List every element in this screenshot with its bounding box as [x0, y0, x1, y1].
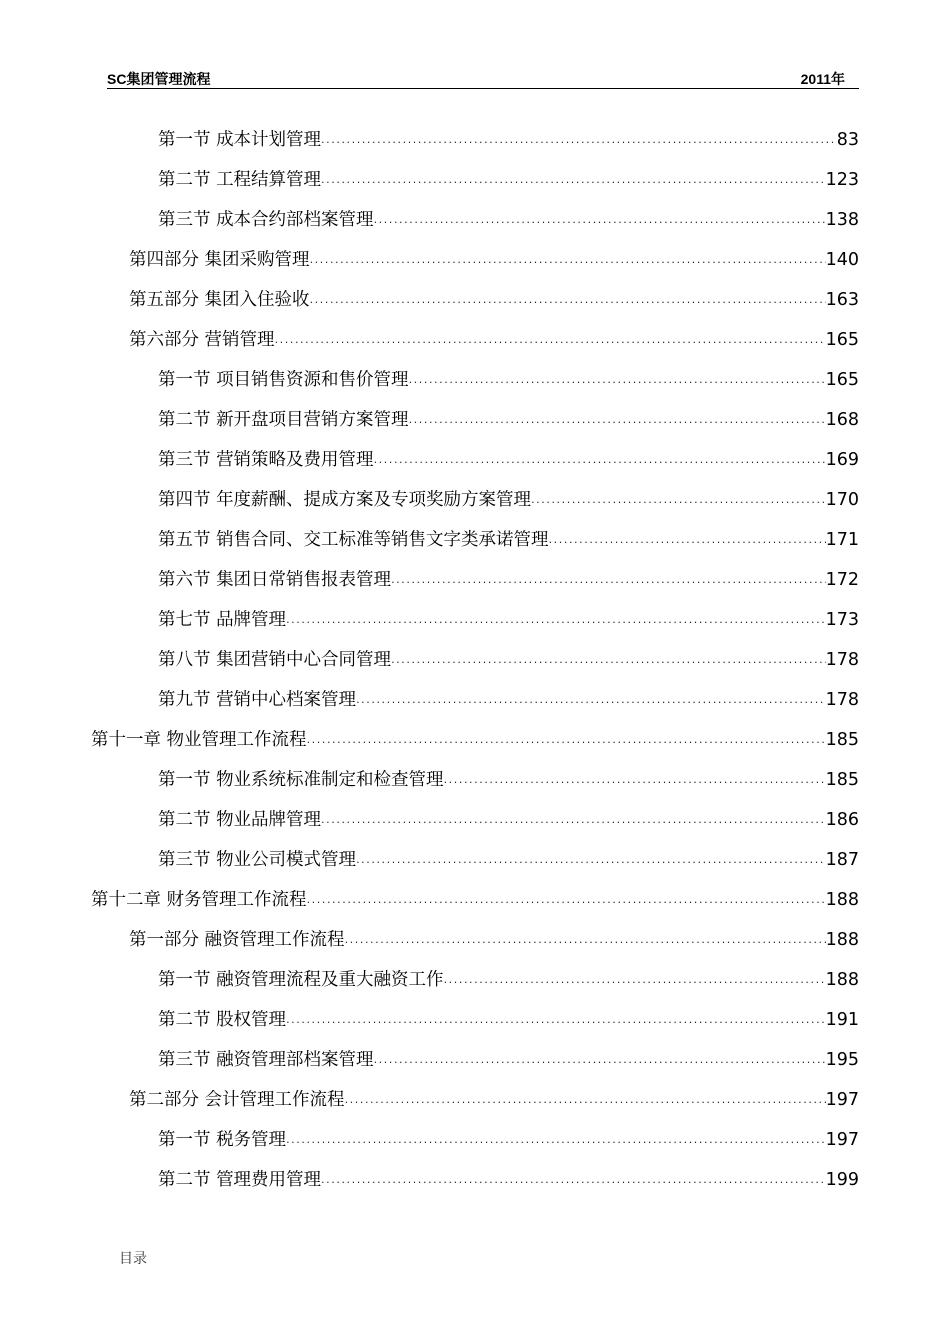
toc-dot-leader — [307, 886, 826, 914]
toc-entry-page-number: 165 — [825, 370, 859, 390]
toc-entry-page-number: 172 — [825, 570, 859, 590]
toc-entry-title: 第五部分 集团入住验收 — [129, 290, 310, 310]
toc-entry-page-number: 195 — [825, 1050, 859, 1070]
toc-dot-leader — [391, 566, 826, 594]
toc-dot-leader — [321, 806, 826, 834]
toc-entry-title: 第二节 新开盘项目营销方案管理 — [158, 410, 409, 430]
toc-dot-leader — [286, 1126, 826, 1154]
toc-entry-title: 第十一章 物业管理工作流程 — [91, 730, 307, 750]
toc-entry-title: 第五节 销售合同、交工标准等销售文字类承诺管理 — [158, 530, 549, 550]
toc-entry[interactable] — [158, 846, 859, 874]
toc-entry-page-number: 83 — [836, 130, 859, 150]
toc-entry[interactable] — [129, 326, 859, 354]
toc-dot-leader — [345, 926, 826, 954]
toc-entry[interactable] — [158, 126, 859, 154]
toc-entry-page-number: 187 — [825, 850, 859, 870]
toc-entry-title: 第一节 成本计划管理 — [158, 130, 322, 150]
toc-entry[interactable] — [158, 1166, 859, 1194]
toc-entry-title: 第七节 品牌管理 — [158, 610, 287, 630]
toc-dot-leader — [391, 646, 826, 674]
toc-entry-page-number: 168 — [825, 410, 859, 430]
toc-entry-page-number: 173 — [825, 610, 859, 630]
page-footer-label: 目录 — [119, 1251, 147, 1267]
document-title: SC集团管理流程 — [107, 71, 211, 87]
toc-entry[interactable] — [158, 526, 859, 554]
toc-entry[interactable] — [91, 886, 859, 914]
toc-entry[interactable] — [158, 206, 859, 234]
toc-entry[interactable] — [158, 606, 859, 634]
toc-dot-leader — [310, 246, 826, 274]
toc-entry-page-number: 188 — [825, 930, 859, 950]
toc-entry-title: 第六节 集团日常销售报表管理 — [158, 570, 392, 590]
toc-entry-title: 第一节 税务管理 — [158, 1130, 287, 1150]
toc-entry-title: 第一部分 融资管理工作流程 — [129, 930, 345, 950]
toc-entry[interactable] — [158, 166, 859, 194]
toc-entry-title: 第十二章 财务管理工作流程 — [91, 890, 307, 910]
toc-entry[interactable] — [129, 1086, 859, 1114]
toc-entry[interactable] — [158, 766, 859, 794]
toc-entry[interactable] — [158, 686, 859, 714]
toc-entry[interactable] — [129, 926, 859, 954]
toc-entry-title: 第二节 管理费用管理 — [158, 1170, 322, 1190]
toc-entry-page-number: 163 — [825, 290, 859, 310]
toc-entry-title: 第三节 物业公司模式管理 — [158, 850, 357, 870]
toc-entry[interactable] — [129, 286, 859, 314]
toc-dot-leader — [321, 126, 837, 154]
toc-entry-title: 第二节 工程结算管理 — [158, 170, 322, 190]
toc-dot-leader — [321, 166, 826, 194]
toc-entry-page-number: 123 — [825, 170, 859, 190]
toc-entry-title: 第二部分 会计管理工作流程 — [129, 1090, 345, 1110]
toc-entry-page-number: 197 — [825, 1090, 859, 1110]
toc-dot-leader — [409, 406, 826, 434]
toc-dot-leader — [356, 686, 826, 714]
toc-entry-page-number: 165 — [825, 330, 859, 350]
toc-entry[interactable] — [158, 486, 859, 514]
toc-entry-title: 第三节 营销策略及费用管理 — [158, 450, 374, 470]
toc-entry-page-number: 188 — [825, 970, 859, 990]
toc-entry-page-number: 186 — [825, 810, 859, 830]
toc-entry[interactable] — [158, 406, 859, 434]
toc-entry[interactable] — [158, 1006, 859, 1034]
toc-entry-page-number: 138 — [825, 210, 859, 230]
toc-dot-leader — [345, 1086, 826, 1114]
toc-entry-page-number: 169 — [825, 450, 859, 470]
toc-entry[interactable] — [158, 966, 859, 994]
toc-entry-page-number: 199 — [825, 1170, 859, 1190]
toc-entry-title: 第三节 融资管理部档案管理 — [158, 1050, 374, 1070]
toc-entry-title: 第八节 集团营销中心合同管理 — [158, 650, 392, 670]
toc-entry-page-number: 140 — [825, 250, 859, 270]
toc-entry[interactable] — [91, 726, 859, 754]
toc-entry-page-number: 185 — [825, 770, 859, 790]
toc-entry[interactable] — [129, 246, 859, 274]
toc-entry-title: 第四部分 集团采购管理 — [129, 250, 310, 270]
toc-entry-title: 第一节 项目销售资源和售价管理 — [158, 370, 409, 390]
toc-entry-title: 第二节 股权管理 — [158, 1010, 287, 1030]
toc-dot-leader — [310, 286, 826, 314]
toc-dot-leader — [356, 846, 826, 874]
toc-dot-leader — [374, 206, 826, 234]
page-header — [107, 68, 859, 89]
toc-entry-page-number: 197 — [825, 1130, 859, 1150]
toc-entry[interactable] — [158, 1126, 859, 1154]
toc-entry-page-number: 191 — [825, 1010, 859, 1030]
toc-dot-leader — [444, 966, 826, 994]
toc-dot-leader — [374, 446, 826, 474]
toc-entry-title: 第四节 年度薪酬、提成方案及专项奖励方案管理 — [158, 490, 532, 510]
toc-dot-leader — [444, 766, 826, 794]
toc-entry-title: 第一节 融资管理流程及重大融资工作 — [158, 970, 444, 990]
toc-entry-title: 第九节 营销中心档案管理 — [158, 690, 357, 710]
toc-entry-page-number: 188 — [825, 890, 859, 910]
toc-dot-leader — [321, 1166, 826, 1194]
toc-entry[interactable] — [158, 1046, 859, 1074]
toc-entry-page-number: 185 — [825, 730, 859, 750]
toc-dot-leader — [374, 1046, 826, 1074]
toc-dot-leader — [286, 1006, 826, 1034]
toc-entry-title: 第一节 物业系统标准制定和检查管理 — [158, 770, 444, 790]
toc-entry[interactable] — [158, 806, 859, 834]
toc-entry-page-number: 171 — [825, 530, 859, 550]
toc-entry[interactable] — [158, 446, 859, 474]
toc-dot-leader — [286, 606, 826, 634]
toc-dot-leader — [275, 326, 826, 354]
toc-entry-page-number: 178 — [825, 690, 859, 710]
toc-dot-leader — [409, 366, 826, 394]
toc-dot-leader — [307, 726, 826, 754]
toc-entry[interactable] — [158, 646, 859, 674]
toc-entry-title: 第二节 物业品牌管理 — [158, 810, 322, 830]
toc-dot-leader — [549, 526, 826, 554]
toc-entry-page-number: 178 — [825, 650, 859, 670]
toc-entry-page-number: 170 — [825, 490, 859, 510]
toc-entry-title: 第三节 成本合约部档案管理 — [158, 210, 374, 230]
document-year: 2011年 — [800, 71, 845, 87]
toc-entry[interactable] — [158, 566, 859, 594]
toc-dot-leader — [531, 486, 826, 514]
toc-entry[interactable] — [158, 366, 859, 394]
toc-entry-title: 第六部分 营销管理 — [129, 330, 275, 350]
